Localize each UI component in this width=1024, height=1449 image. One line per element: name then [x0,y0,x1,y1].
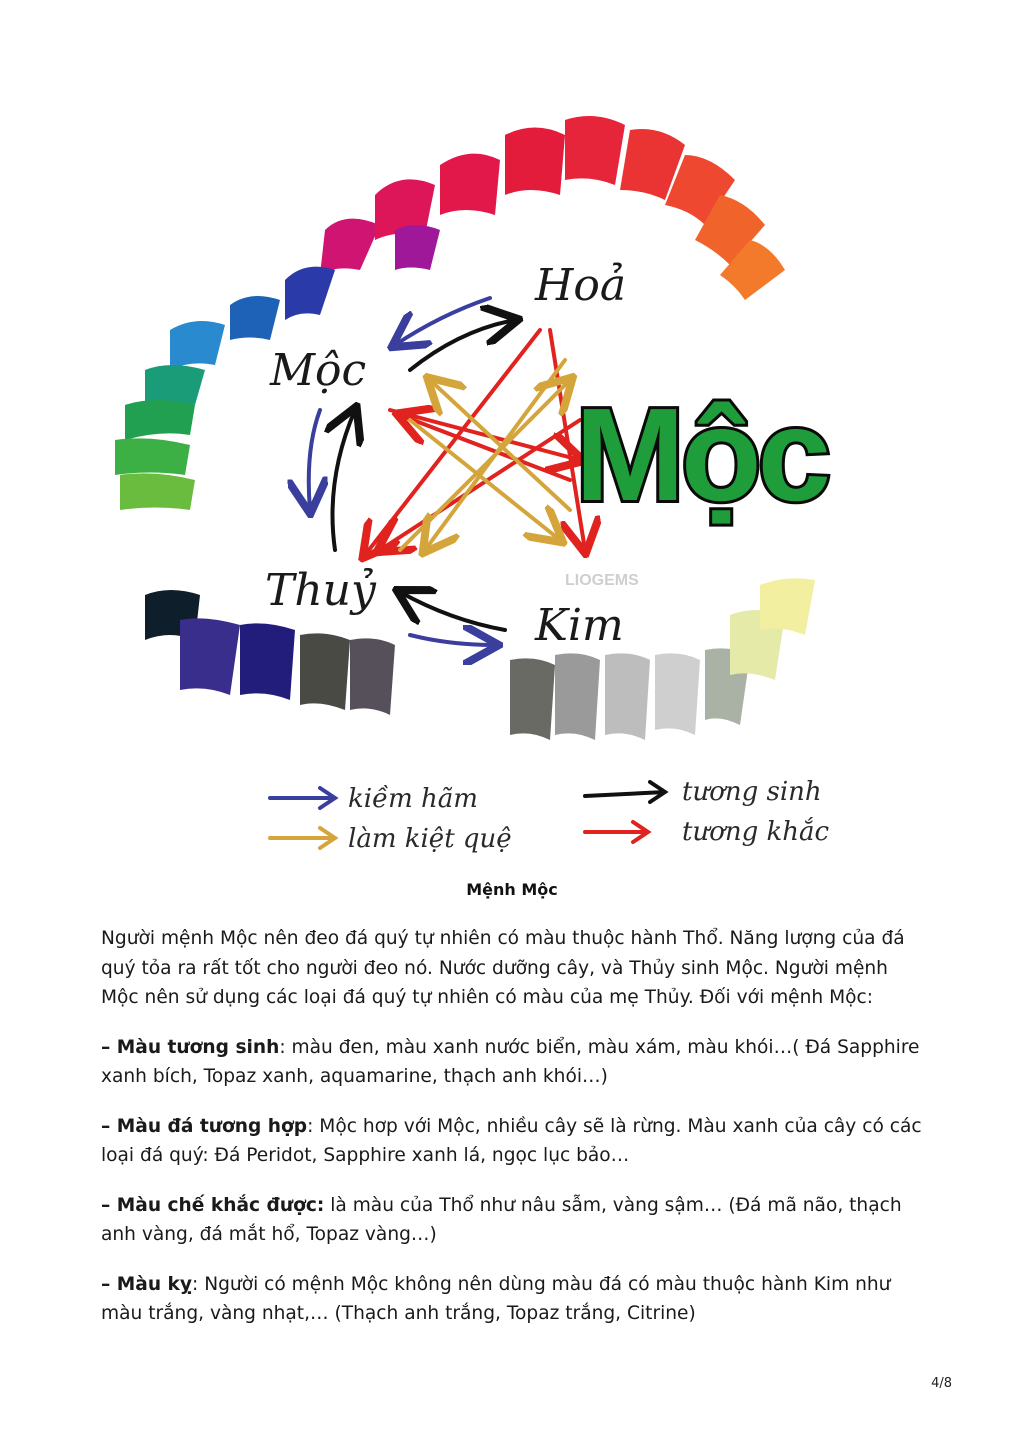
label-water: Thuỷ [265,565,376,616]
figure-title: Mộc [575,381,827,528]
item-label: – Màu tương sinh [101,1036,280,1058]
item-label: – Màu đá tương hợp [101,1115,308,1137]
item-text: : Mộc hơp với Mộc, nhiều cây sẽ là rừng. Màu xanh của cây có các loại đá quý: Đá Peridot, Sapphire xanh lá, ngọc lục bảo… [101,1115,922,1166]
legend-black-arrow [585,782,665,802]
item-label: – Màu chế khắc được: [101,1194,325,1216]
page-number: 4/8 [931,1376,952,1391]
five-elements-figure [110,80,910,860]
item-text: : màu đen, màu xanh nước biển, màu xám, màu khói…( Đá Sapphire xanh bích, Topaz xanh, aquamarine, thạch anh khói…) [101,1036,920,1087]
legend-red-arrow [585,822,648,842]
color-wheel-diagram [110,80,910,860]
list-item [101,1112,923,1171]
list-item [101,1033,923,1092]
intro-paragraph: Người mệnh Mộc nên đeo đá quý tự nhiên có màu thuộc hành Thổ. Năng lượng của đá quý tỏa ra rất tốt cho người đeo nó. Nước dưỡng cây, và Thủy sinh Mộc. Người mệnh Mộc nên sử dụng các loại đá quý tự nhiên có màu của mẹ Thủy. Đối với mệnh Mộc: [101,928,905,1008]
figure-caption: Mệnh Mộc [466,880,558,899]
article-body [101,924,923,1349]
legend-label-red: tương khắc [682,817,830,847]
legend-label-yellow: làm kiệt quệ [348,824,512,854]
list-item [101,1191,923,1250]
item-label: – Màu kỵ [101,1273,193,1295]
label-fire: Hoả [535,260,627,311]
label-wood: Mộc [270,345,367,396]
item-text: : Người có mệnh Mộc không nên dùng màu đá có màu thuộc hành Kim như màu trắng, vàng nhạt,… (Thạch anh trắng, Topaz trắng, Citrine) [101,1273,891,1324]
legend-label-black: tương sinh [682,777,822,807]
legend-yellow-arrow [270,828,335,848]
legend-label-blue: kiềm hãm [348,784,478,814]
watermark: LIOGEMS [565,572,639,589]
label-metal: Kim [535,600,624,651]
item-text: là màu của Thổ như nâu sẫm, vàng sậm… (Đá mã não, thạch anh vàng, đá mắt hổ, Topaz vàng…) [101,1194,902,1245]
list-item [101,1270,923,1329]
legend [270,777,830,854]
legend-blue-arrow [270,788,335,808]
